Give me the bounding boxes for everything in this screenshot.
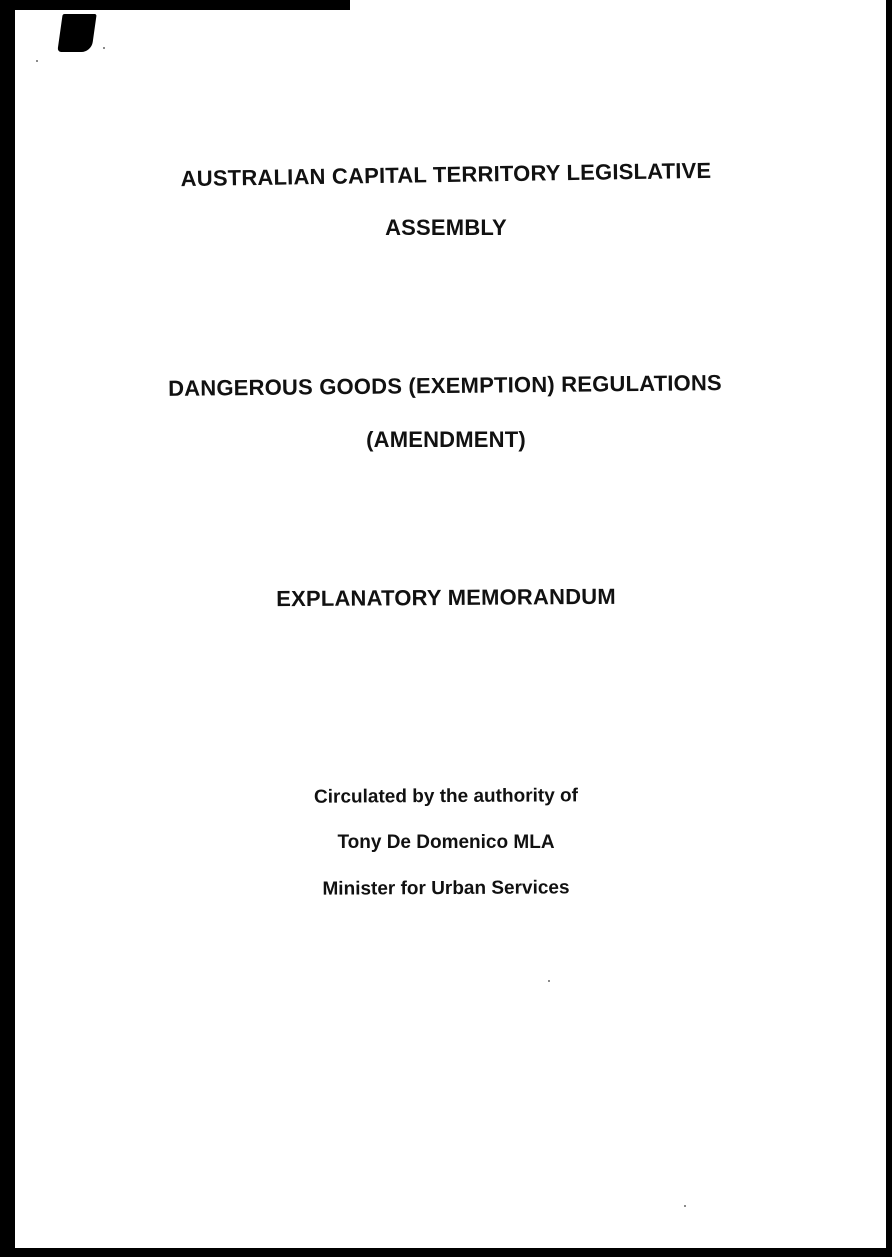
assembly-heading-line-1: AUSTRALIAN CAPITAL TERRITORY LEGISLATIVE	[180, 157, 712, 192]
circulated-by-line: Circulated by the authority of	[313, 785, 579, 808]
document-type-title: EXPLANATORY MEMORANDUM	[276, 583, 616, 612]
scan-speck	[684, 1205, 686, 1207]
minister-name: Tony De Domenico MLA	[337, 832, 555, 853]
scan-speck	[36, 60, 38, 62]
regulation-title-line-1: DANGEROUS GOODS (EXEMPTION) REGULATIONS	[167, 370, 722, 401]
scan-border-right	[886, 0, 892, 1257]
assembly-heading-line-2: ASSEMBLY	[385, 215, 507, 240]
scan-border-bottom	[0, 1248, 892, 1257]
scan-punch-mark	[57, 14, 96, 52]
minister-title: Minister for Urban Services	[322, 877, 570, 900]
scan-speck	[548, 980, 550, 982]
regulation-title-line-2: (AMENDMENT)	[366, 427, 526, 452]
scan-speck	[103, 47, 105, 49]
scan-border-top	[0, 0, 350, 10]
